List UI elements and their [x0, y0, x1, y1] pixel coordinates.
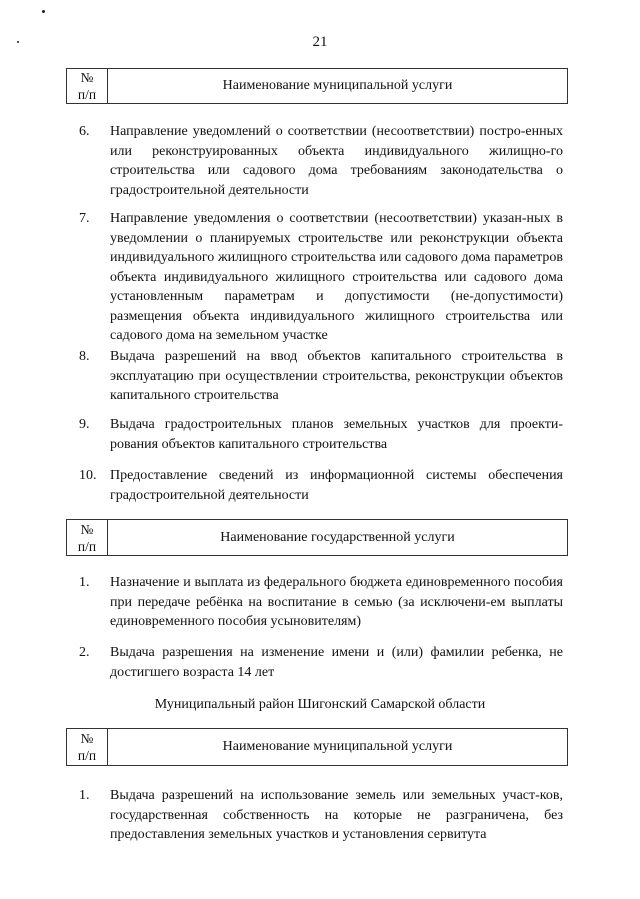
item-number: 10.: [79, 468, 97, 483]
scan-speck: [42, 10, 45, 13]
item-number: 2.: [79, 645, 90, 660]
item-text: Предоставление сведений из информационной системы обеспечения градостроительной деятельности: [110, 468, 563, 503]
number-abbrev: п/п: [77, 87, 97, 102]
list-item: [79, 347, 563, 406]
item-text: Назначение и выплата из федерального бюджета единовременного пособия при передаче ребёнка на воспитание в семью (за исключени-ем выплаты единовременного пособия усыновителям): [110, 575, 563, 629]
item-number: 1.: [79, 788, 90, 803]
number-abbrev: п/п: [77, 538, 97, 554]
district-municipal-services-table-header: [66, 728, 568, 766]
page-number: 21: [312, 34, 328, 50]
item-text: Направление уведомления о соответствии (несоответствии) указан-ных в уведомлении о планируемых строительстве или реконструкции объекта индивидуального жилищного строительства или садового дома параметров объекта индивидуального жилищного строительства или садового дома установленным параметрам и допустимости (не-допустимости) размещения объекта индивидуального жилищного строительства или садового дома на земельном участке: [110, 211, 563, 343]
item-number: 9.: [79, 417, 90, 432]
list-item: [79, 643, 563, 682]
number-sign: №: [80, 731, 94, 746]
item-text: Выдача разрешения на изменение имени и (или) фамилии ребенка, не достигшего возраста 14 лет: [110, 645, 563, 680]
number-sign: №: [80, 70, 94, 85]
item-text: Выдача градостроительных планов земельных участков для проекти-рования объектов капитального строительства: [110, 417, 563, 452]
list-item: [79, 122, 563, 200]
column-title-header: Наименование муниципальной услуги: [222, 78, 453, 93]
item-number: 7.: [79, 211, 90, 226]
column-number-header: [67, 69, 108, 103]
list-item: [79, 209, 563, 346]
municipal-services-table-header: [66, 68, 568, 104]
state-services-table-header: [66, 519, 568, 556]
list-item: [79, 786, 563, 845]
list-item: [79, 573, 563, 632]
district-section-title: Муниципальный район Шигонский Самарской области: [154, 697, 486, 712]
item-number: 1.: [79, 575, 90, 590]
column-title-header: Наименование государственной услуги: [220, 529, 455, 545]
column-number-header: [67, 520, 108, 555]
column-title-header: Наименование муниципальной услуги: [222, 739, 453, 754]
list-item: [79, 415, 563, 454]
item-text: Выдача разрешений на ввод объектов капитального строительства в эксплуатацию при осуществлении строительства, реконструкции объектов капитального строительства: [110, 349, 563, 403]
item-number: 6.: [79, 124, 90, 139]
item-text: Выдача разрешений на использование земель или земельных участ-ков, государственная собственность на которые не разграничена, без предоставления земельных участков и установления сервитута: [110, 788, 563, 842]
number-abbrev: п/п: [77, 748, 97, 763]
item-number: 8.: [79, 349, 90, 364]
item-text: Направление уведомлений о соответствии (несоответствии) постро-енных или реконструированных объекта индивидуального жилищно-го строительства или садового дома требованиям законодательства о градостроительной деятельности: [110, 124, 563, 198]
number-sign: №: [80, 521, 94, 537]
column-number-header: [67, 729, 108, 765]
list-item: [79, 466, 563, 505]
